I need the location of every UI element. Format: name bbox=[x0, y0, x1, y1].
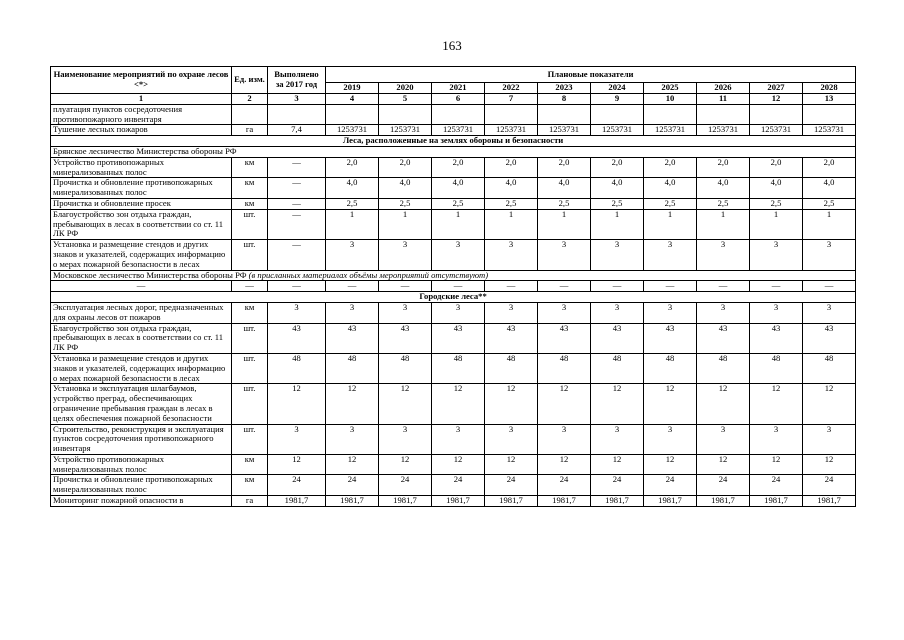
planned-value-cell: 1253731 bbox=[591, 125, 644, 136]
planned-value-cell: — bbox=[803, 281, 856, 292]
planned-value-cell: 2,5 bbox=[485, 198, 538, 209]
header-year: 2022 bbox=[485, 83, 538, 94]
table-row bbox=[51, 157, 856, 178]
done-2017-cell: 12 bbox=[268, 454, 326, 475]
header-column-numbers-row bbox=[51, 93, 856, 104]
activity-name: — bbox=[51, 281, 232, 292]
planned-value-cell: 43 bbox=[432, 323, 485, 353]
planned-value-cell: 1 bbox=[697, 209, 750, 239]
planned-value-cell: 3 bbox=[644, 240, 697, 270]
planned-value-cell: 3 bbox=[432, 424, 485, 454]
table-row bbox=[51, 104, 856, 125]
planned-value-cell: 2,0 bbox=[644, 157, 697, 178]
planned-value-cell: 2,5 bbox=[803, 198, 856, 209]
planned-value-cell: 3 bbox=[538, 424, 591, 454]
planned-value-cell: 24 bbox=[538, 475, 591, 496]
planned-value-cell: 1981,7 bbox=[644, 496, 697, 507]
unit-cell: км bbox=[232, 178, 268, 199]
subsection-row bbox=[51, 270, 856, 281]
planned-value-cell: 2,0 bbox=[379, 157, 432, 178]
planned-value-cell: 2,5 bbox=[644, 198, 697, 209]
planned-value-cell: 43 bbox=[591, 323, 644, 353]
planned-value-cell: 48 bbox=[326, 353, 379, 383]
planned-value-cell: 43 bbox=[697, 323, 750, 353]
activity-name: Установка и размещение стендов и других знаков и указателей, содержащих информацию о мерах пожарной безопасности в лесах bbox=[51, 353, 232, 383]
planned-value-cell: 1 bbox=[326, 209, 379, 239]
table-row bbox=[51, 198, 856, 209]
planned-value-cell: 3 bbox=[644, 302, 697, 323]
planned-value-cell: 48 bbox=[379, 353, 432, 383]
planned-value-cell: — bbox=[644, 281, 697, 292]
planned-value-cell: 24 bbox=[697, 475, 750, 496]
planned-value-cell: 3 bbox=[591, 240, 644, 270]
planned-value-cell: 12 bbox=[644, 384, 697, 424]
activity-name: Установка и размещение стендов и других знаков и указателей, содержащих информацию о мерах пожарной безопасности в лесах bbox=[51, 240, 232, 270]
planned-value-cell: 3 bbox=[432, 240, 485, 270]
unit-cell: км bbox=[232, 157, 268, 178]
done-2017-cell: 24 bbox=[268, 475, 326, 496]
header-year: 2026 bbox=[697, 83, 750, 94]
planned-value-cell: 1253731 bbox=[538, 125, 591, 136]
activity-name: Благоустройство зон отдыха граждан, пребывающих в лесах в соответствии со ст. 11 ЛК РФ bbox=[51, 209, 232, 239]
fire-protection-table bbox=[50, 66, 856, 507]
planned-value-cell: 48 bbox=[485, 353, 538, 383]
planned-value-cell: — bbox=[326, 281, 379, 292]
header-column-number: 2 bbox=[232, 93, 268, 104]
header-column-number: 6 bbox=[432, 93, 485, 104]
planned-value-cell: 1981,7 bbox=[538, 496, 591, 507]
planned-value-cell: — bbox=[538, 281, 591, 292]
planned-value-cell: 4,0 bbox=[379, 178, 432, 199]
done-2017-cell: 48 bbox=[268, 353, 326, 383]
subsection-title: Московское лесничество Министерства обороны РФ bbox=[53, 270, 249, 280]
unit-cell: шт. bbox=[232, 384, 268, 424]
planned-value-cell: 1981,7 bbox=[803, 496, 856, 507]
planned-value-cell: 24 bbox=[750, 475, 803, 496]
activity-name: Благоустройство зон отдыха граждан, пребывающих в лесах в соответствии со ст. 11 ЛК РФ bbox=[51, 323, 232, 353]
planned-value-cell: 24 bbox=[326, 475, 379, 496]
planned-value-cell: 3 bbox=[485, 240, 538, 270]
header-column-number: 7 bbox=[485, 93, 538, 104]
planned-value-cell: 3 bbox=[591, 424, 644, 454]
planned-value-cell: 12 bbox=[485, 454, 538, 475]
planned-value-cell: 1981,7 bbox=[750, 496, 803, 507]
table-row bbox=[51, 178, 856, 199]
header-column-number: 5 bbox=[379, 93, 432, 104]
activity-name: Установка и эксплуатация шлагбаумов, устройство преград, обеспечивающих ограничение пребывания граждан в лесах в целях обеспечения пожарной безопасности bbox=[51, 384, 232, 424]
done-2017-cell: — bbox=[268, 240, 326, 270]
header-year: 2021 bbox=[432, 83, 485, 94]
planned-value-cell: — bbox=[432, 281, 485, 292]
table-row bbox=[51, 323, 856, 353]
planned-value-cell: 1253731 bbox=[485, 125, 538, 136]
subsection-row bbox=[51, 146, 856, 157]
planned-value-cell: 1 bbox=[485, 209, 538, 239]
planned-value-cell: 12 bbox=[697, 384, 750, 424]
planned-value-cell: 2,0 bbox=[591, 157, 644, 178]
section-title: Леса, расположенные на землях обороны и безопасности bbox=[51, 136, 856, 147]
planned-value-cell: 1981,7 bbox=[485, 496, 538, 507]
table-row bbox=[51, 424, 856, 454]
planned-value-cell: 12 bbox=[432, 384, 485, 424]
planned-value-cell: 24 bbox=[379, 475, 432, 496]
planned-value-cell: 12 bbox=[326, 454, 379, 475]
planned-value-cell: 4,0 bbox=[697, 178, 750, 199]
header-column-number: 10 bbox=[644, 93, 697, 104]
header-year: 2028 bbox=[803, 83, 856, 94]
planned-value-cell: 1253731 bbox=[803, 125, 856, 136]
planned-value-cell bbox=[697, 104, 750, 125]
section-row bbox=[51, 136, 856, 147]
table-row bbox=[51, 240, 856, 270]
planned-value-cell: 3 bbox=[326, 240, 379, 270]
page-number: 163 bbox=[442, 38, 462, 53]
done-2017-cell: 7,4 bbox=[268, 125, 326, 136]
planned-value-cell: 1 bbox=[750, 209, 803, 239]
done-2017-cell: — bbox=[268, 198, 326, 209]
planned-value-cell: 2,0 bbox=[697, 157, 750, 178]
planned-value-cell: 2,5 bbox=[750, 198, 803, 209]
planned-value-cell: 1981,7 bbox=[697, 496, 750, 507]
planned-value-cell: 1 bbox=[591, 209, 644, 239]
activity-name: Тушение лесных пожаров bbox=[51, 125, 232, 136]
planned-value-cell: 4,0 bbox=[591, 178, 644, 199]
table-row bbox=[51, 281, 856, 292]
planned-value-cell: 3 bbox=[485, 302, 538, 323]
table-body bbox=[51, 104, 856, 506]
unit-cell: шт. bbox=[232, 209, 268, 239]
planned-value-cell: 2,0 bbox=[538, 157, 591, 178]
planned-value-cell: 12 bbox=[591, 384, 644, 424]
planned-value-cell: — bbox=[750, 281, 803, 292]
activity-name: Прочистка и обновление просек bbox=[51, 198, 232, 209]
planned-value-cell: 12 bbox=[697, 454, 750, 475]
planned-value-cell: — bbox=[591, 281, 644, 292]
table-row bbox=[51, 353, 856, 383]
header-year: 2027 bbox=[750, 83, 803, 94]
table-row bbox=[51, 209, 856, 239]
done-2017-cell: 3 bbox=[268, 302, 326, 323]
header-column-number: 9 bbox=[591, 93, 644, 104]
header-done-2017: Выполнено за 2017 год bbox=[268, 67, 326, 94]
planned-value-cell: 2,5 bbox=[326, 198, 379, 209]
activity-name: Прочистка и обновление противопожарных минерализованных полос bbox=[51, 178, 232, 199]
planned-value-cell: 4,0 bbox=[432, 178, 485, 199]
planned-value-cell: 4,0 bbox=[485, 178, 538, 199]
table-row bbox=[51, 454, 856, 475]
activity-name: Строительство, реконструкция и эксплуатация пунктов сосредоточения противопожарного инвентаря bbox=[51, 424, 232, 454]
done-2017-cell: 1981,7 bbox=[268, 496, 326, 507]
header-column-number: 1 bbox=[51, 93, 232, 104]
table-row bbox=[51, 496, 856, 507]
activity-name: Устройство противопожарных минерализованных полос bbox=[51, 454, 232, 475]
unit-cell: шт. bbox=[232, 240, 268, 270]
planned-value-cell: 3 bbox=[432, 302, 485, 323]
unit-cell: км bbox=[232, 475, 268, 496]
header-name: Наименование мероприятий по охране лесов <*> bbox=[51, 67, 232, 94]
planned-value-cell: 43 bbox=[485, 323, 538, 353]
planned-value-cell: 48 bbox=[432, 353, 485, 383]
done-2017-cell: — bbox=[268, 209, 326, 239]
unit-cell: шт. bbox=[232, 424, 268, 454]
header-unit: Ед. изм. bbox=[232, 67, 268, 94]
planned-value-cell: 43 bbox=[326, 323, 379, 353]
planned-value-cell: 3 bbox=[750, 302, 803, 323]
unit-cell: га bbox=[232, 125, 268, 136]
planned-value-cell: 1253731 bbox=[379, 125, 432, 136]
subsection-title: Брянское лесничество Министерства обороны РФ bbox=[53, 146, 237, 156]
done-2017-cell: — bbox=[268, 157, 326, 178]
unit-cell bbox=[232, 104, 268, 125]
planned-value-cell: 48 bbox=[697, 353, 750, 383]
planned-value-cell: 4,0 bbox=[750, 178, 803, 199]
done-2017-cell: — bbox=[268, 281, 326, 292]
header-year: 2024 bbox=[591, 83, 644, 94]
planned-value-cell: 48 bbox=[750, 353, 803, 383]
table-row bbox=[51, 125, 856, 136]
planned-value-cell: 3 bbox=[697, 424, 750, 454]
planned-value-cell: 12 bbox=[538, 384, 591, 424]
unit-cell: шт. bbox=[232, 323, 268, 353]
planned-value-cell: 4,0 bbox=[644, 178, 697, 199]
header-column-number: 4 bbox=[326, 93, 379, 104]
planned-value-cell: 1253731 bbox=[326, 125, 379, 136]
planned-value-cell: 12 bbox=[591, 454, 644, 475]
planned-value-cell: 3 bbox=[750, 240, 803, 270]
section-row bbox=[51, 292, 856, 303]
planned-value-cell: 12 bbox=[485, 384, 538, 424]
planned-value-cell: 2,5 bbox=[538, 198, 591, 209]
planned-value-cell: 3 bbox=[485, 424, 538, 454]
subsection-note: (в присланных материалах объёмы мероприятий отсутствуют) bbox=[248, 270, 489, 280]
planned-value-cell: 3 bbox=[697, 302, 750, 323]
planned-value-cell: 3 bbox=[803, 302, 856, 323]
planned-value-cell: 1253731 bbox=[644, 125, 697, 136]
planned-value-cell: 24 bbox=[803, 475, 856, 496]
header-year: 2019 bbox=[326, 83, 379, 94]
planned-value-cell: — bbox=[379, 281, 432, 292]
done-2017-cell: 3 bbox=[268, 424, 326, 454]
planned-value-cell: 3 bbox=[379, 424, 432, 454]
planned-value-cell bbox=[485, 104, 538, 125]
planned-value-cell: 1 bbox=[432, 209, 485, 239]
planned-value-cell: 12 bbox=[803, 384, 856, 424]
planned-value-cell: 48 bbox=[644, 353, 697, 383]
done-2017-cell: — bbox=[268, 178, 326, 199]
planned-value-cell: — bbox=[697, 281, 750, 292]
header-column-number: 12 bbox=[750, 93, 803, 104]
planned-value-cell: 48 bbox=[591, 353, 644, 383]
planned-value-cell: 12 bbox=[432, 454, 485, 475]
planned-value-cell: 12 bbox=[644, 454, 697, 475]
activity-name: Мониторинг пожарной опасности в bbox=[51, 496, 232, 507]
planned-value-cell: 4,0 bbox=[326, 178, 379, 199]
planned-value-cell bbox=[750, 104, 803, 125]
planned-value-cell: 3 bbox=[538, 302, 591, 323]
done-2017-cell: 12 bbox=[268, 384, 326, 424]
header-year: 2025 bbox=[644, 83, 697, 94]
planned-value-cell: 2,5 bbox=[697, 198, 750, 209]
planned-value-cell: 24 bbox=[591, 475, 644, 496]
unit-cell: км bbox=[232, 302, 268, 323]
activity-name: Прочистка и обновление противопожарных минерализованных полос bbox=[51, 475, 232, 496]
header-column-number: 11 bbox=[697, 93, 750, 104]
planned-value-cell: 1253731 bbox=[432, 125, 485, 136]
planned-value-cell: 1253731 bbox=[750, 125, 803, 136]
planned-value-cell bbox=[644, 104, 697, 125]
header-column-number: 13 bbox=[803, 93, 856, 104]
planned-value-cell: 3 bbox=[326, 424, 379, 454]
table-row bbox=[51, 475, 856, 496]
header-column-number: 8 bbox=[538, 93, 591, 104]
planned-value-cell: 1 bbox=[379, 209, 432, 239]
subsection-cell bbox=[51, 270, 856, 281]
planned-value-cell bbox=[591, 104, 644, 125]
planned-value-cell: 24 bbox=[432, 475, 485, 496]
planned-value-cell: 2,5 bbox=[379, 198, 432, 209]
planned-value-cell: 1981,7 bbox=[379, 496, 432, 507]
planned-value-cell: 43 bbox=[379, 323, 432, 353]
unit-cell: шт. bbox=[232, 353, 268, 383]
planned-value-cell bbox=[432, 104, 485, 125]
planned-value-cell: 2,5 bbox=[591, 198, 644, 209]
planned-value-cell: 1981,7 bbox=[432, 496, 485, 507]
planned-value-cell: 43 bbox=[644, 323, 697, 353]
planned-value-cell: 43 bbox=[750, 323, 803, 353]
planned-value-cell: 2,0 bbox=[432, 157, 485, 178]
unit-cell: км bbox=[232, 454, 268, 475]
planned-value-cell: 3 bbox=[644, 424, 697, 454]
planned-value-cell: 3 bbox=[803, 240, 856, 270]
planned-value-cell: 12 bbox=[379, 384, 432, 424]
done-2017-cell: 43 bbox=[268, 323, 326, 353]
planned-value-cell: 3 bbox=[379, 240, 432, 270]
planned-value-cell: 4,0 bbox=[803, 178, 856, 199]
planned-value-cell bbox=[326, 104, 379, 125]
planned-value-cell: 1981,7 bbox=[326, 496, 379, 507]
unit-cell: — bbox=[232, 281, 268, 292]
unit-cell: км bbox=[232, 198, 268, 209]
header-column-number: 3 bbox=[268, 93, 326, 104]
planned-value-cell: 12 bbox=[803, 454, 856, 475]
planned-value-cell: 1 bbox=[538, 209, 591, 239]
table-row bbox=[51, 384, 856, 424]
planned-value-cell: 43 bbox=[538, 323, 591, 353]
planned-value-cell: 4,0 bbox=[538, 178, 591, 199]
planned-value-cell: 12 bbox=[750, 384, 803, 424]
table-row bbox=[51, 302, 856, 323]
planned-value-cell: 3 bbox=[803, 424, 856, 454]
planned-value-cell: 2,0 bbox=[326, 157, 379, 178]
planned-value-cell: 12 bbox=[326, 384, 379, 424]
planned-value-cell bbox=[379, 104, 432, 125]
planned-value-cell: 1981,7 bbox=[591, 496, 644, 507]
planned-value-cell: 1 bbox=[803, 209, 856, 239]
planned-value-cell: 1253731 bbox=[697, 125, 750, 136]
unit-cell: га bbox=[232, 496, 268, 507]
planned-value-cell: 12 bbox=[750, 454, 803, 475]
activity-name: Эксплуатация лесных дорог, предназначенных для охраны лесов от пожаров bbox=[51, 302, 232, 323]
planned-value-cell: 1 bbox=[644, 209, 697, 239]
subsection-cell bbox=[51, 146, 856, 157]
planned-value-cell: 2,5 bbox=[432, 198, 485, 209]
activity-name: Устройство противопожарных минерализованных полос bbox=[51, 157, 232, 178]
planned-value-cell: 12 bbox=[538, 454, 591, 475]
planned-value-cell: 24 bbox=[644, 475, 697, 496]
planned-value-cell: 24 bbox=[485, 475, 538, 496]
planned-value-cell: 3 bbox=[591, 302, 644, 323]
planned-value-cell: 3 bbox=[326, 302, 379, 323]
planned-value-cell bbox=[538, 104, 591, 125]
planned-value-cell: 3 bbox=[538, 240, 591, 270]
planned-value-cell: 48 bbox=[803, 353, 856, 383]
section-title: Городские леса** bbox=[51, 292, 856, 303]
planned-value-cell: 2,0 bbox=[803, 157, 856, 178]
header-row-main bbox=[51, 67, 856, 83]
planned-value-cell: 43 bbox=[803, 323, 856, 353]
header-planned: Плановые показатели bbox=[326, 67, 856, 83]
done-2017-cell bbox=[268, 104, 326, 125]
planned-value-cell: 48 bbox=[538, 353, 591, 383]
planned-value-cell bbox=[803, 104, 856, 125]
activity-name: плуатация пунктов сосредоточения противопожарного инвентаря bbox=[51, 104, 232, 125]
header-year: 2020 bbox=[379, 83, 432, 94]
planned-value-cell: 2,0 bbox=[485, 157, 538, 178]
planned-value-cell: 3 bbox=[697, 240, 750, 270]
planned-value-cell: 3 bbox=[750, 424, 803, 454]
planned-value-cell: 2,0 bbox=[750, 157, 803, 178]
planned-value-cell: 3 bbox=[379, 302, 432, 323]
header-year: 2023 bbox=[538, 83, 591, 94]
planned-value-cell: — bbox=[485, 281, 538, 292]
planned-value-cell: 12 bbox=[379, 454, 432, 475]
